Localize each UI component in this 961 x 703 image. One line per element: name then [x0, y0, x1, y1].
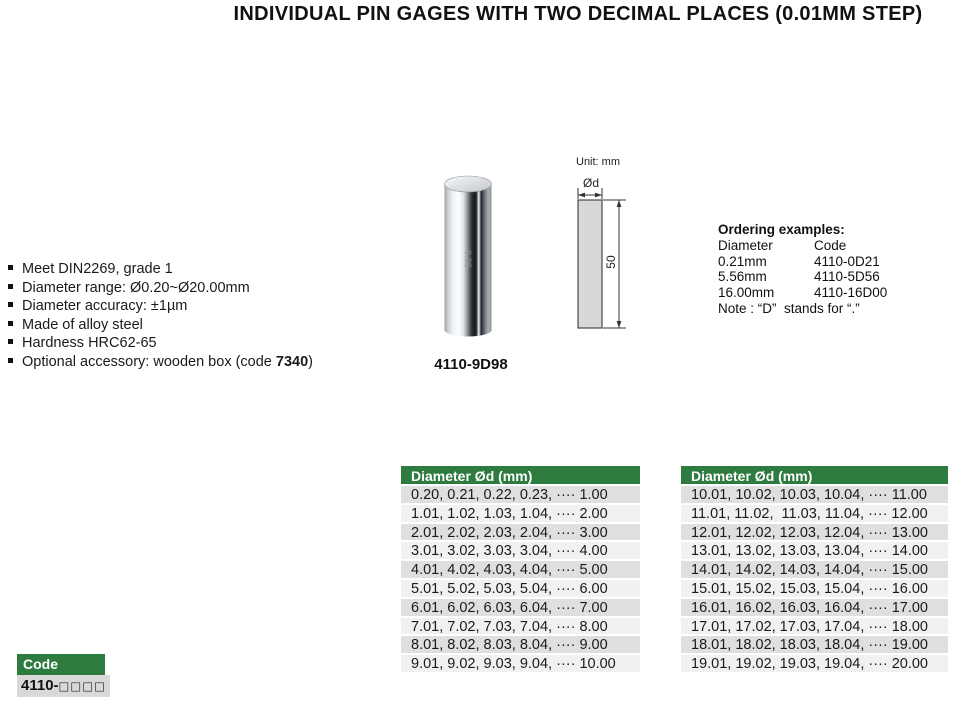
bullet-square-icon [8, 321, 13, 326]
pin-engraving: 9.98 [463, 250, 473, 268]
ordering-example-row: 0.21mm 4110-0D21 [718, 253, 880, 269]
page-title: INDIVIDUAL PIN GAGES WITH TWO DECIMAL PLACES (0.01MM STEP) [233, 3, 923, 25]
table-header: Diameter Ød (mm) [401, 466, 640, 486]
table-row: 18.01, 18.02, 18.03, 18.04, ···· 19.00 [681, 636, 948, 655]
bullet-square-icon [8, 265, 13, 270]
table-row: 7.01, 7.02, 7.03, 7.04, ···· 8.00 [401, 618, 640, 637]
table-header: Diameter Ød (mm) [681, 466, 948, 486]
code-box-value [17, 675, 110, 697]
arrow-right-icon [595, 193, 602, 198]
diameter-table-right [681, 466, 948, 674]
code-box-header: Code [17, 654, 105, 675]
feature-item: Diameter accuracy: ±1µm [8, 297, 313, 316]
table-row: 1.01, 1.02, 1.03, 1.04, ···· 2.00 [401, 505, 640, 524]
table-row: 5.01, 5.02, 5.03, 5.04, ···· 6.00 [401, 580, 640, 599]
table-row: 12.01, 12.02, 12.03, 12.04, ···· 13.00 [681, 524, 948, 543]
ordering-note: Note : “D” stands for “.” [718, 300, 860, 316]
feature-item: Optional accessory: wooden box (code 7340) [8, 353, 313, 372]
table-row: 16.01, 16.02, 16.03, 16.04, ···· 17.00 [681, 599, 948, 618]
table-row: 2.01, 2.02, 2.03, 2.04, ···· 3.00 [401, 524, 640, 543]
table-row: 6.01, 6.02, 6.03, 6.04, ···· 7.00 [401, 599, 640, 618]
ordering-heading: Ordering examples: [718, 222, 845, 237]
ordering-col-diameter: Diameter [718, 237, 773, 253]
table-row: 15.01, 15.02, 15.03, 15.04, ···· 16.00 [681, 580, 948, 599]
ordering-example-row: 5.56mm 4110-5D56 [718, 269, 880, 285]
pin-model-code: 4110-9D98 [434, 356, 508, 373]
height-dim-label: 50 [604, 255, 618, 269]
code-placeholder-boxes: □□□□ [58, 679, 107, 693]
diameter-table-left [401, 466, 640, 674]
feature-item: Meet DIN2269, grade 1 [8, 260, 313, 279]
ordering-example-row: 16.00mm 4110-16D00 [718, 285, 888, 301]
feature-list [8, 260, 313, 372]
table-row: 3.01, 3.02, 3.03, 3.04, ···· 4.00 [401, 542, 640, 561]
table-row: 10.01, 10.02, 10.03, 10.04, ···· 11.00 [681, 486, 948, 505]
table-row: 14.01, 14.02, 14.03, 14.04, ···· 15.00 [681, 561, 948, 580]
table-row: 19.01, 19.02, 19.03, 19.04, ···· 20.00 [681, 655, 948, 674]
pin-gage-photo [443, 174, 493, 342]
code-prefix: 4110- [21, 677, 59, 694]
table-row: 8.01, 8.02, 8.03, 8.04, ···· 9.00 [401, 636, 640, 655]
pin-outline-rect [578, 200, 602, 328]
table-row: 11.01, 11.02, 11.03, 11.04, ···· 12.00 [681, 505, 948, 524]
feature-item: Diameter range: Ø0.20~Ø20.00mm [8, 279, 313, 298]
feature-item: Made of alloy steel [8, 316, 313, 335]
unit-label: Unit: mm [576, 156, 620, 168]
table-row: 4.01, 4.02, 4.03, 4.04, ···· 5.00 [401, 561, 640, 580]
feature-item: Hardness HRC62-65 [8, 334, 313, 353]
table-row: 9.01, 9.02, 9.03, 9.04, ···· 10.00 [401, 655, 640, 674]
ordering-col-code: Code [814, 237, 847, 253]
bullet-square-icon [8, 358, 13, 363]
ordering-columns [718, 238, 887, 254]
dimension-drawing [555, 150, 645, 335]
bullet-square-icon [8, 339, 13, 344]
bullet-square-icon [8, 284, 13, 289]
arrow-left-icon [578, 193, 585, 198]
arrow-down-icon [617, 321, 622, 328]
bullet-square-icon [8, 302, 13, 307]
ordering-examples [718, 222, 887, 317]
table-row: 17.01, 17.02, 17.03, 17.04, ···· 18.00 [681, 618, 948, 637]
table-row: 13.01, 13.02, 13.03, 13.04, ···· 14.00 [681, 542, 948, 561]
arrow-up-icon [617, 200, 622, 207]
diameter-dim-label: Ød [582, 176, 599, 190]
table-row: 0.20, 0.21, 0.22, 0.23, ···· 1.00 [401, 486, 640, 505]
